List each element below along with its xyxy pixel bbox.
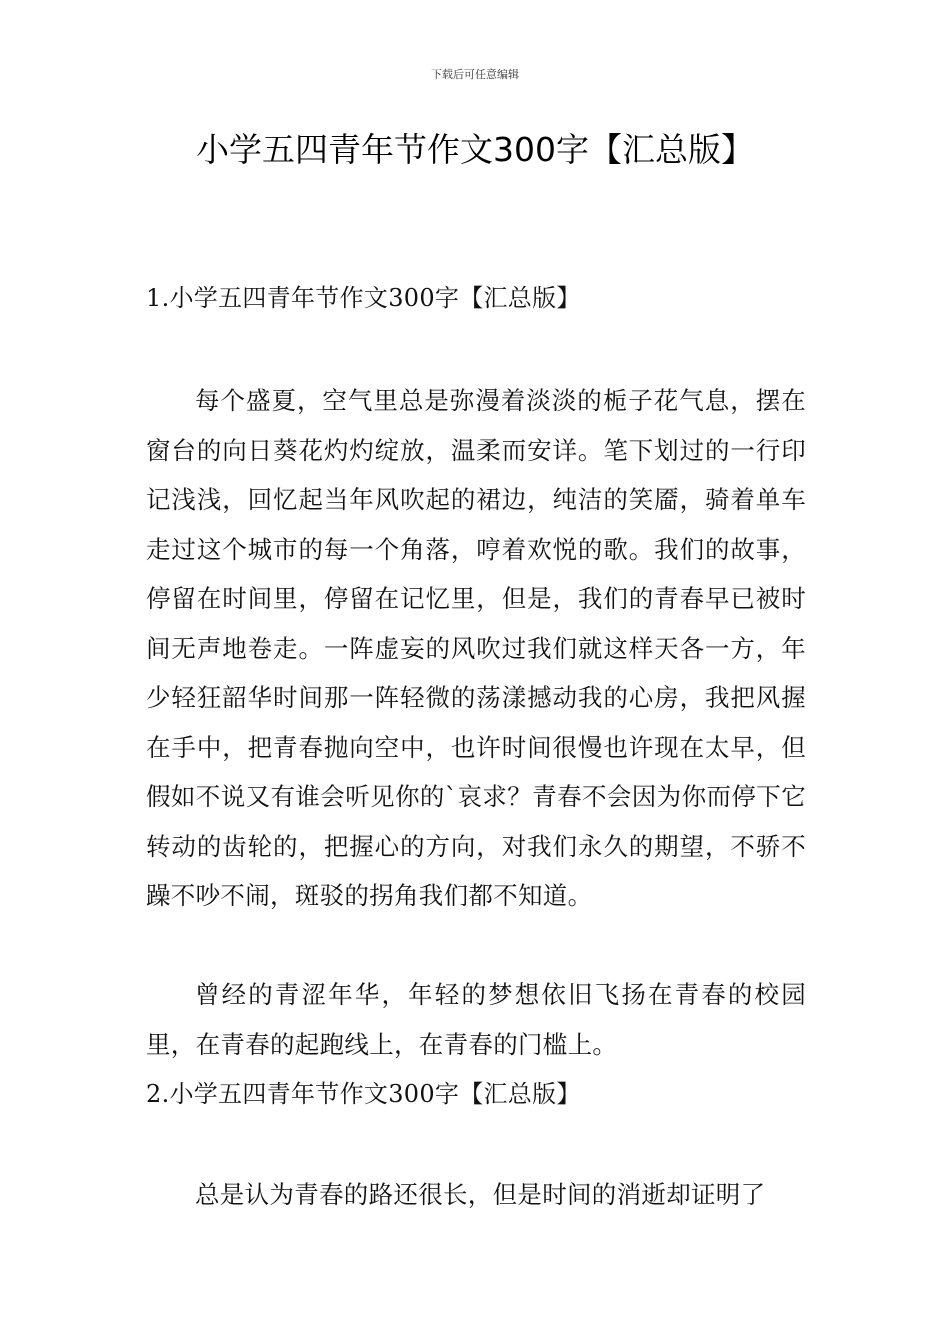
document-title: 小学五四青年节作文300字【汇总版】 (196, 130, 754, 169)
section-1-paragraph-1: 每个盛夏，空气里总是弥漫着淡淡的栀子花气息，摆在窗台的向日葵花灼灼绽放，温柔而安详。笔下划过的一行印记浅浅，回忆起当年风吹起的裙边，纯洁的笑靥，骑着单车走过这个城市的每一个角落，哼着欢悦的歌。我们的故事，停留在时间里，停留在记忆里，但是，我们的青春早已被时间无声地卷走。一阵虚妄的风吹过我们就这样天各一方，年少轻狂韶华时间那一阵轻微的荡漾撼动我的心房，我把风握在手中，把青春抛向空中，也许时间很慢也许现在太早，但假如不说又有谁会听见你的`哀求？青春不会因为你而停下它转动的齿轮的，把握心的方向，对我们永久的期望，不骄不躁不吵不闹，斑驳的拐角我们都不知道。 (146, 386, 806, 910)
section-1-paragraph-2: 曾经的青涩年华，年轻的梦想依旧飞扬在青春的校园里，在青春的起跑线上，在青春的门槛上。 (146, 980, 806, 1059)
section-heading-2: 2.小学五四青年节作文300字【汇总版】 (146, 1080, 581, 1108)
header-note: 下载后可任意编辑 (431, 68, 519, 81)
section-heading-1: 1.小学五四青年节作文300字【汇总版】 (146, 284, 581, 312)
section-2-paragraph-1: 总是认为青春的路还很长，但是时间的消逝却证明了 (195, 1180, 766, 1209)
